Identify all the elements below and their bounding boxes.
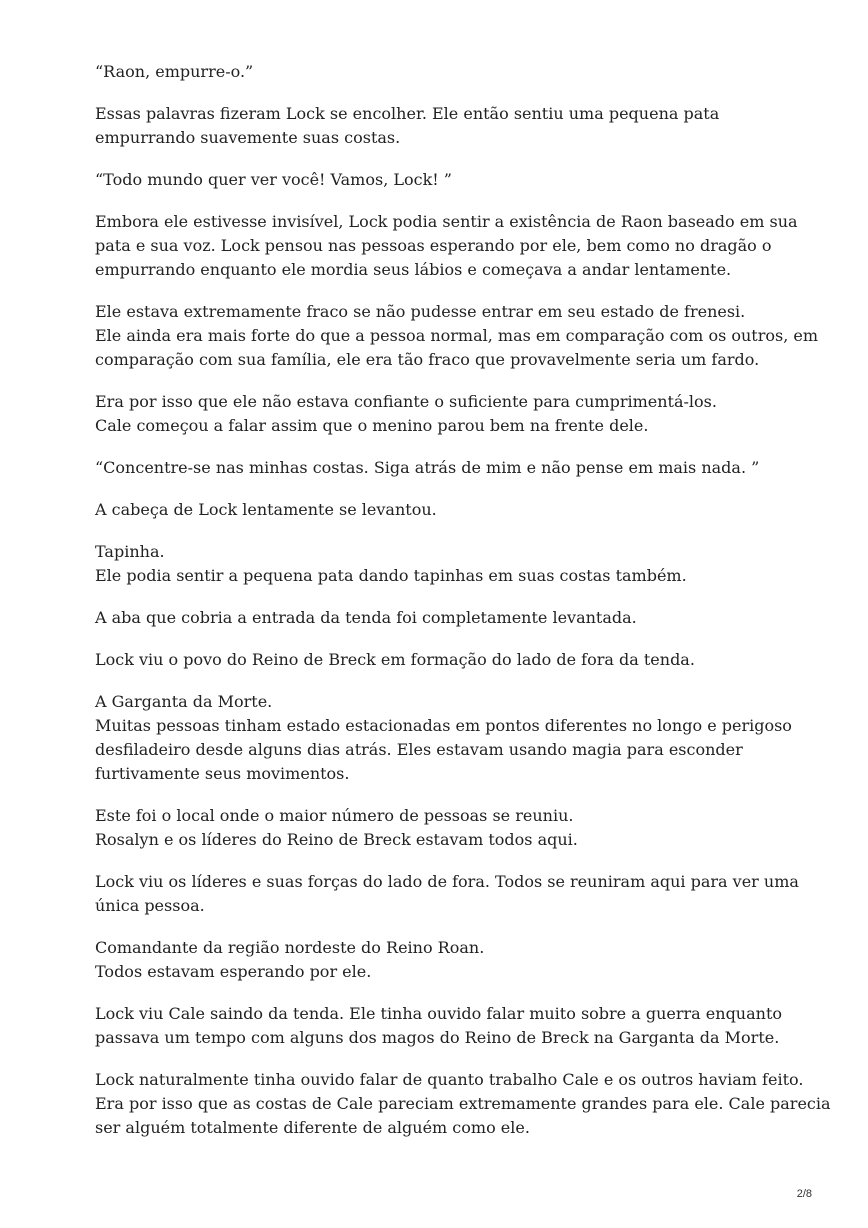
paragraph — [95, 1068, 831, 1140]
paragraph — [95, 102, 795, 150]
paragraph — [95, 456, 795, 480]
paragraph-line: passava um tempo com alguns dos magos do Reino de Breck na Garganta da Morte. — [95, 1028, 780, 1047]
paragraph-line: empurrando enquanto ele mordia seus lábios e começava a andar lentamente. — [95, 260, 732, 279]
paragraph — [95, 498, 795, 522]
paragraph-line: “Raon, empurre-o.” — [95, 62, 254, 81]
paragraph-line: Era por isso que as costas de Cale pareciam extremamente grandes para ele. Cale parecia — [95, 1094, 831, 1113]
paragraph-line: Cale começou a falar assim que o menino parou bem na frente dele. — [95, 416, 649, 435]
paragraph — [95, 300, 819, 372]
paragraph-line: única pessoa. — [95, 896, 205, 915]
paragraph — [95, 648, 795, 672]
paragraph-line: Todos estavam esperando por ele. — [95, 962, 372, 981]
paragraph — [95, 690, 795, 786]
paragraph-line: “Concentre-se nas minhas costas. Siga atrás de mim e não pense em mais nada. ” — [95, 458, 760, 477]
paragraph — [95, 1002, 795, 1050]
paragraph-line: Era por isso que ele não estava confiante o suficiente para cumprimentá-los. — [95, 392, 717, 411]
paragraph-line: Lock viu Cale saindo da tenda. Ele tinha ouvido falar muito sobre a guerra enquanto — [95, 1004, 783, 1023]
paragraph-line: A Garganta da Morte. — [95, 692, 273, 711]
page-number: 2/8 — [796, 1188, 812, 1200]
paragraph-line: “Todo mundo quer ver você! Vamos, Lock! ” — [95, 170, 452, 189]
paragraph-line: Lock naturalmente tinha ouvido falar de quanto trabalho Cale e os outros haviam feito. — [95, 1070, 804, 1089]
paragraph-line: Comandante da região nordeste do Reino Roan. — [95, 938, 485, 957]
paragraph-line: Ele podia sentir a pequena pata dando tapinhas em suas costas também. — [95, 566, 687, 585]
paragraph-line: Essas palavras fizeram Lock se encolher. Ele então sentiu uma pequena pata — [95, 104, 720, 123]
paragraph — [95, 168, 795, 192]
paragraph-line: furtivamente seus movimentos. — [95, 764, 350, 783]
paragraph-line: A aba que cobria a entrada da tenda foi completamente levantada. — [95, 608, 637, 627]
paragraph-line: Rosalyn e os líderes do Reino de Breck estavam todos aqui. — [95, 830, 578, 849]
paragraph-line: Ele ainda era mais forte do que a pessoa normal, mas em comparação com os outros, em — [95, 326, 819, 345]
paragraph-line: Embora ele estivesse invisível, Lock podia sentir a existência de Raon baseado em sua — [95, 212, 798, 231]
paragraph-line: A cabeça de Lock lentamente se levantou. — [95, 500, 437, 519]
paragraph — [95, 936, 795, 984]
paragraph-line: Este foi o local onde o maior número de pessoas se reuniu. — [95, 806, 574, 825]
paragraph-line: Lock viu o povo do Reino de Breck em formação do lado de fora da tenda. — [95, 650, 695, 669]
paragraph-line: empurrando suavemente suas costas. — [95, 128, 401, 147]
paragraph — [95, 60, 795, 84]
paragraph — [95, 606, 795, 630]
paragraph — [95, 870, 799, 918]
paragraph — [95, 804, 795, 852]
paragraph-line: Tapinha. — [95, 542, 165, 561]
paragraph-line: comparação com sua família, ele era tão fraco que provavelmente seria um fardo. — [95, 350, 760, 369]
paragraph-line: ser alguém totalmente diferente de alguém como ele. — [95, 1118, 530, 1137]
paragraph-line: pata e sua voz. Lock pensou nas pessoas esperando por ele, bem como no dragão o — [95, 236, 772, 255]
paragraph — [95, 390, 795, 438]
paragraph-line: Ele estava extremamente fraco se não pudesse entrar em seu estado de frenesi. — [95, 302, 746, 321]
paragraph — [95, 210, 798, 282]
document-body — [95, 60, 831, 1158]
paragraph-line: desfiladeiro desde alguns dias atrás. Eles estavam usando magia para esconder — [95, 740, 743, 759]
paragraph — [95, 540, 795, 588]
paragraph-line: Lock viu os líderes e suas forças do lado de fora. Todos se reuniram aqui para ver uma — [95, 872, 799, 891]
paragraph-line: Muitas pessoas tinham estado estacionadas em pontos diferentes no longo e perigoso — [95, 716, 792, 735]
